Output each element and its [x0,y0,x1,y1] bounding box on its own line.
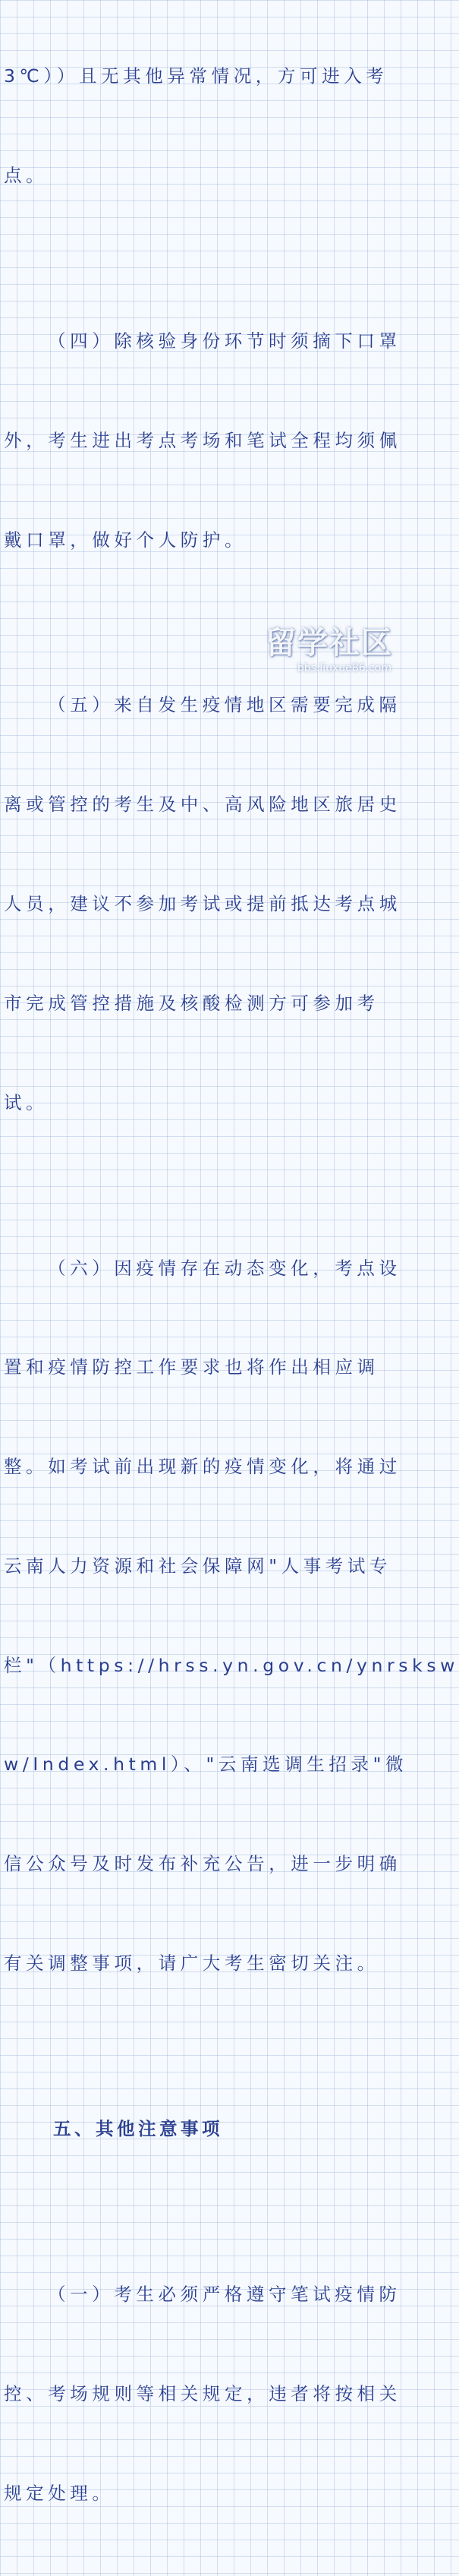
text-line: 规定处理。 [4,2482,115,2504]
paragraph-item-6 [0,1185,459,2046]
text-line: 置和疫情防控工作要求也将作出相应调 [4,1356,379,1378]
text-line: （四）除核验身份环节时须摘下口罩 [48,330,401,352]
text-line: 戴口罩，做好个人防护。 [4,529,247,551]
paragraph-other-item-1 [0,2212,407,2576]
section-heading-other-notes [0,2047,407,2212]
paragraph-item-5 [0,623,407,1185]
site-watermark [243,620,402,676]
text-line: 有关调整事项，请广大考生密切关注。 [4,1953,379,1975]
text-line: 试。 [4,1091,49,1113]
text-line: 信公众号及时发布补充公告，进一步明确 [4,1853,401,1875]
text-line: 3℃））且无其他异常情况，方可进入考 [4,65,388,87]
text-line: 控、考场规则等相关规定，违者将按相关 [4,2382,401,2404]
text-line: w/Index.html）、"云南选调生招录"微 [4,1754,408,1776]
section-heading: 五、其他注意事项 [53,2118,223,2139]
text-line: （六）因疫情存在动态变化，考点设 [48,1257,401,1279]
watermark-logo-text: 留学社区 [266,626,393,661]
paragraph-item-4 [0,259,407,623]
text-line: 离或管控的考生及中、高风险地区旅居史 [4,794,401,816]
text-line: 外，考生进出考点考场和笔试全程均须佩 [4,429,401,451]
text-line: 栏"（https://hrss.yn.gov.cn/ynrsksw [4,1654,459,1676]
text-line: （五）来自发生疫情地区需要完成隔 [48,694,401,716]
text-line: 云南人力资源和社会保障网"人事考试专 [4,1555,392,1577]
watermark-url: bbs.liuxue86.com [297,662,391,674]
paragraph-temperature-condition [0,0,407,259]
text-line: 人员，建议不参加考试或提前抵达考点城 [4,893,401,915]
text-line: 整。如考试前出现新的疫情变化，将通过 [4,1456,401,1478]
text-line: 市完成管控措施及核酸检测方可参加考 [4,992,379,1014]
text-line: 点。 [4,164,49,186]
text-line: （一）考生必须严格遵守笔试疫情防 [48,2283,401,2305]
